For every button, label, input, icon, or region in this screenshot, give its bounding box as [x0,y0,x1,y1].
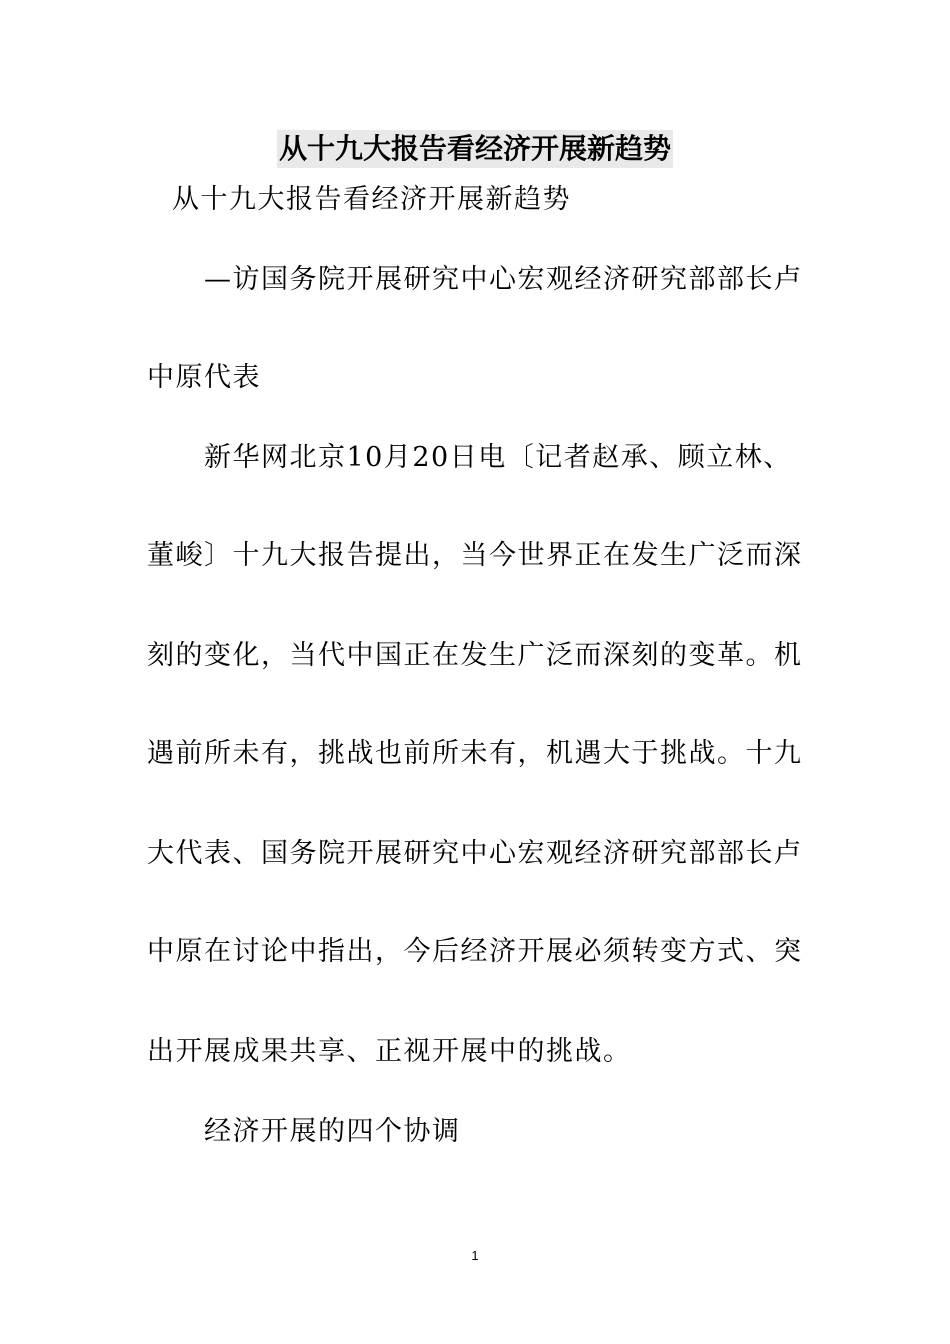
paragraph-line: 刻的变化，当代中国正在发生广泛而深刻的变革。机 [147,640,803,671]
paragraph-line: 遇前所未有，挑战也前所未有，机遇大于挑战。十九 [147,738,803,769]
byline-line-1: —访国务院开展研究中心宏观经济研究部部长卢 [204,264,803,295]
document-title: 从十九大报告看经济开展新趋势 [277,130,673,168]
paragraph-line: 大代表、国务院开展研究中心宏观经济研究部部长卢 [147,838,803,869]
document-subtitle: 从十九大报告看经济开展新趋势 [172,184,571,215]
paragraph-line: 中原在讨论中指出，今后经济开展必须转变方式、突 [147,936,803,967]
byline-line-2: 中原代表 [147,362,261,393]
paragraph-line: 董峻〕十九大报告提出，当今世界正在发生广泛而深 [147,540,803,571]
paragraph-line: 出开展成果共享、正视开展中的挑战。 [147,1036,632,1067]
page-number: 1 [471,1248,479,1263]
paragraph-line: 新华网北京10月20日电〔记者赵承、顾立林、 [204,442,792,473]
section-heading: 经济开展的四个协调 [204,1116,461,1147]
title-container [0,130,950,168]
